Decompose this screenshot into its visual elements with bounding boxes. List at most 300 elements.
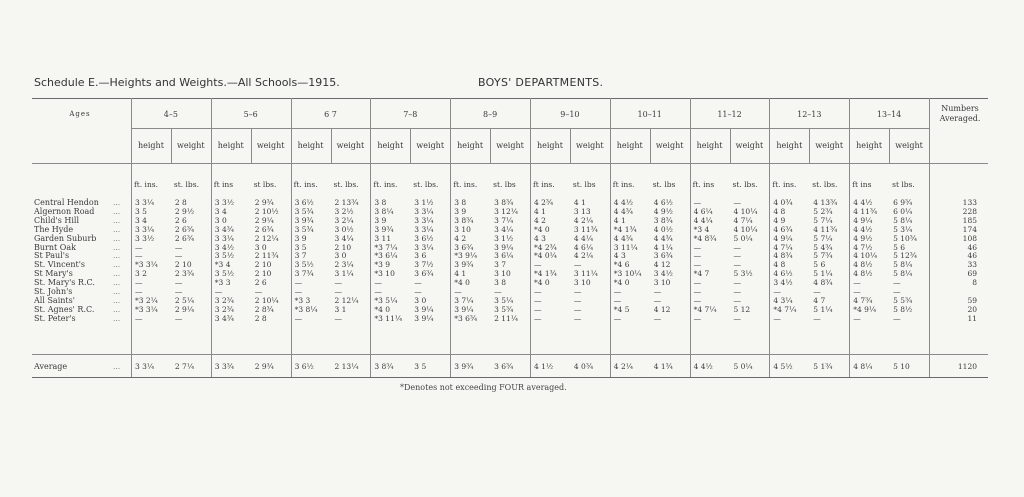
weight-value: 5 3½ <box>733 269 753 279</box>
weight-value: 2 9¼ <box>254 215 274 225</box>
weight-value: 5 7¼ <box>813 215 833 225</box>
height-value: *3 10 <box>374 269 395 279</box>
weight-unit-label: st lbs. <box>892 180 915 189</box>
numbers-averaged-value: 8 <box>972 278 977 288</box>
height-value: — <box>853 313 861 323</box>
weight-value: 3 3¼ <box>414 215 434 225</box>
height-value: 4 7¼ <box>773 242 793 252</box>
weight-value: 3 0 <box>334 251 347 261</box>
school-row-label: All Saints' <box>34 295 75 305</box>
height-value: — <box>613 313 622 323</box>
weight-value: 3 7 <box>494 260 507 270</box>
weight-value: 2 13¾ <box>334 198 359 207</box>
weight-value: 4 0¾ <box>573 362 594 371</box>
weight-value: 5 8¼ <box>893 215 913 225</box>
height-value: 4 3¼ <box>773 295 793 305</box>
weight-value: — <box>653 313 662 323</box>
weight-value: 2 8¾ <box>254 304 274 314</box>
weight-unit-label: st. lbs. <box>413 180 439 189</box>
weight-value: 3 2½ <box>334 206 354 216</box>
height-value: — <box>135 313 143 323</box>
age-group-header: 11–12 <box>717 110 742 119</box>
height-value: 4 7½ <box>853 242 873 252</box>
height-value: *4 1¾ <box>613 224 637 234</box>
height-value: 3 4½ <box>773 278 793 288</box>
weight-value: 4 6¼ <box>573 242 594 252</box>
weight-value: 4 7¼ <box>733 215 753 225</box>
weight-value: 4 1¼ <box>653 242 673 252</box>
weight-value: 2 6¾ <box>174 233 195 243</box>
height-value: 3 3½ <box>214 198 234 207</box>
height-value: — <box>693 251 702 261</box>
height-value: 4 2¾ <box>534 198 554 207</box>
weight-value: — <box>653 287 662 296</box>
weight-value: 4 1¾ <box>653 362 673 371</box>
height-value: *4 0 <box>534 278 550 288</box>
height-unit-label: ft ins. <box>612 180 635 189</box>
height-subheader: height <box>616 141 643 150</box>
height-value: 4 5½ <box>773 362 793 371</box>
height-subheader: height <box>217 141 244 150</box>
group-col-line <box>610 98 611 377</box>
height-value: 3 11 <box>374 233 392 243</box>
height-value: 4 4¾ <box>613 206 633 216</box>
height-value: 4 4½ <box>853 198 873 207</box>
weight-value: 5 10 <box>893 362 910 371</box>
weight-subheader: weight <box>336 141 365 150</box>
weight-value: 5 4¾ <box>813 242 833 252</box>
weight-value: 4 13¾ <box>813 198 838 207</box>
height-subheader: height <box>536 141 563 150</box>
height-value: 3 8 <box>454 198 467 207</box>
weight-value: 3 0 <box>414 295 427 305</box>
weight-subheader: weight <box>655 141 684 150</box>
row-leader-dots: ... <box>113 224 121 234</box>
table-top-rule <box>32 98 988 99</box>
weight-value: — <box>733 242 741 252</box>
height-value: — <box>853 278 861 288</box>
weight-value: 3 7½ <box>414 260 434 270</box>
height-value: *3 4 <box>693 224 710 234</box>
weight-value: 5 1¾ <box>813 362 833 371</box>
height-value: — <box>693 260 702 270</box>
school-row-label: St Paul's <box>34 251 70 261</box>
weight-value: — <box>893 287 901 296</box>
weight-value: 3 0 <box>254 242 267 252</box>
height-value: *3 10¼ <box>613 269 642 279</box>
school-row-label: The Hyde <box>34 224 74 234</box>
weight-value: 4 9½ <box>653 206 673 216</box>
weight-value: 2 12¼ <box>334 295 359 305</box>
weight-value: 2 10 <box>334 242 352 252</box>
numbers-averaged-value: 46 <box>967 242 977 252</box>
weight-value: 3 11¼ <box>573 269 598 279</box>
weight-value: 3 8¾ <box>653 215 673 225</box>
height-value: 3 8 <box>374 198 387 207</box>
weight-value: 2 6 <box>254 278 267 288</box>
height-value: *3 4 <box>214 260 231 270</box>
height-value: 3 5 <box>294 242 307 252</box>
school-row-label: Algernon Road <box>34 206 95 216</box>
weight-value: 3 1 <box>334 304 347 314</box>
school-row-label: Child's Hill <box>34 215 80 225</box>
height-value: *4 0 <box>454 278 470 288</box>
numbers-averaged-value: 46 <box>967 251 977 261</box>
height-value: 3 3¼ <box>135 362 155 371</box>
weight-value: 3 1½ <box>494 233 514 243</box>
weight-value: — <box>893 313 901 323</box>
height-value: 3 9¾ <box>294 215 314 225</box>
weight-subheader: weight <box>735 141 764 150</box>
weight-value: 3 4¼ <box>334 233 354 243</box>
height-value: 4 1 <box>534 206 546 216</box>
height-value: 3 8¼ <box>374 206 394 216</box>
height-value: 4 1½ <box>534 362 554 371</box>
numbers-averaged-value: 185 <box>962 215 977 225</box>
height-value: 3 3¼ <box>135 198 155 207</box>
height-value: 4 6¾ <box>773 224 793 234</box>
height-value: *3 3 <box>214 278 231 288</box>
weight-value: 4 0½ <box>653 224 673 234</box>
height-value: — <box>773 287 781 296</box>
group-col-line <box>849 98 850 377</box>
weight-unit-label: st. lbs. <box>333 180 359 189</box>
height-value: 3 7¾ <box>294 269 314 279</box>
weight-value: 4 6½ <box>653 198 673 207</box>
height-value: 3 3¾ <box>214 362 234 371</box>
height-value: *4 2¾ <box>534 242 557 252</box>
weight-value: 5 7¼ <box>813 233 833 243</box>
height-value: — <box>693 242 702 252</box>
height-value: 3 6½ <box>294 198 314 207</box>
weight-value: 5 2¾ <box>813 206 833 216</box>
table-bottom-rule <box>32 377 988 378</box>
height-value: 3 4 <box>214 206 227 216</box>
height-value: *4 7¼ <box>693 304 717 314</box>
row-leader-dots: ... <box>113 233 121 243</box>
weight-value: 5 12 <box>733 304 751 314</box>
weight-value: 4 4¾ <box>653 233 673 243</box>
school-row-label: St. John's <box>34 287 73 296</box>
height-value: 3 6½ <box>294 362 314 371</box>
weight-value: 4 8¾ <box>813 278 833 288</box>
height-value: 3 4 <box>135 215 147 225</box>
height-value: — <box>534 295 542 305</box>
height-value: — <box>294 313 303 323</box>
height-value: 4 11¾ <box>853 206 878 216</box>
weight-value: — <box>733 287 741 296</box>
height-value: 3 3½ <box>135 233 155 243</box>
school-row-label: St. Peter's <box>34 313 76 323</box>
weight-value: 2 7¼ <box>174 362 195 371</box>
height-value: — <box>693 295 702 305</box>
weight-value: — <box>334 313 342 323</box>
height-value: — <box>135 287 143 296</box>
height-value: *4 6 <box>613 260 630 270</box>
height-value: *4 9¼ <box>853 304 877 314</box>
weight-value: 3 3¼ <box>414 224 434 234</box>
school-row-label: Central Hendon <box>34 198 99 207</box>
weight-value: 4 10¼ <box>733 224 758 234</box>
row-leader-dots: ... <box>113 215 121 225</box>
height-unit-label: ft. ins <box>692 180 715 189</box>
height-value: *3 3¼ <box>135 260 158 270</box>
height-value: 3 5 <box>135 206 147 216</box>
height-value: 3 9 <box>374 215 387 225</box>
height-value: 3 5¾ <box>294 206 314 216</box>
weight-value: — <box>254 287 263 296</box>
height-value: *3 5¼ <box>374 295 398 305</box>
weight-value: — <box>174 313 183 323</box>
row-leader-dots: ... <box>113 206 121 216</box>
height-value: 4 9¼ <box>773 233 793 243</box>
weight-value: 2 6¾ <box>174 224 195 234</box>
height-unit-label: ft. ins. <box>453 180 478 189</box>
height-value: 4 8¾ <box>773 251 793 261</box>
group-col-line <box>530 98 531 377</box>
row-leader-dots: ... <box>113 198 121 207</box>
group-col-line <box>450 98 451 377</box>
weight-value: 2 5¼ <box>174 295 195 305</box>
weight-value: — <box>174 278 183 288</box>
height-value: 3 3¼ <box>214 233 234 243</box>
weight-unit-label: st. lbs. <box>173 180 199 189</box>
weight-value: 3 10 <box>573 278 591 288</box>
weight-value: 3 10 <box>494 269 511 279</box>
weight-value: 3 8¾ <box>494 198 514 207</box>
average-row-label: Average <box>34 362 68 371</box>
weight-value: — <box>733 313 741 323</box>
weight-value: 2 3¾ <box>174 269 195 279</box>
group-col-line <box>291 98 292 377</box>
weight-value: 5 8½ <box>893 304 913 314</box>
weight-value: 5 5¾ <box>893 295 913 305</box>
height-value: 3 3¼ <box>135 224 155 234</box>
weight-value: 2 10 <box>174 260 192 270</box>
height-value: 3 5¾ <box>294 224 314 234</box>
height-value: — <box>534 260 542 270</box>
weight-value: 3 6¼ <box>494 251 514 261</box>
height-value: — <box>693 278 702 288</box>
height-subheader: height <box>457 141 484 150</box>
numbers-averaged-value: 1120 <box>957 362 977 371</box>
age-group-header: 7–8 <box>403 110 418 119</box>
height-unit-label: ft. ins. <box>373 180 398 189</box>
weight-value: — <box>733 278 741 288</box>
height-value: 4 8 <box>773 260 786 270</box>
weight-value: 3 6 <box>414 251 427 261</box>
height-value: — <box>214 287 223 296</box>
height-value: *3 3¼ <box>135 304 158 314</box>
height-unit-label: ft ins <box>852 180 872 189</box>
weight-value: 5 3¼ <box>893 224 913 234</box>
weight-value: 3 9¼ <box>414 313 434 323</box>
weight-value: 3 6½ <box>414 233 434 243</box>
row-leader-dots: ... <box>113 269 121 279</box>
height-value: — <box>534 287 542 296</box>
row-leader-dots: ... <box>113 242 121 252</box>
row-leader-dots: ... <box>113 362 121 371</box>
weight-value: 3 6¾ <box>494 362 514 371</box>
height-value: — <box>374 287 382 296</box>
weight-unit-label: st. lbs. <box>732 180 758 189</box>
weight-value: 3 13 <box>573 206 591 216</box>
height-value: — <box>693 287 702 296</box>
weight-value: 3 4½ <box>653 269 673 279</box>
weight-value: 2 13¼ <box>334 362 359 371</box>
row-leader-dots: ... <box>113 295 121 305</box>
numbers-averaged-value: 133 <box>962 198 977 207</box>
weight-value: 5 7¾ <box>813 251 833 261</box>
weight-value: 4 4¼ <box>573 233 594 243</box>
height-value: 4 2¼ <box>613 362 633 371</box>
weight-value: 2 11¾ <box>254 251 279 261</box>
height-value: *4 1¾ <box>534 269 557 279</box>
height-unit-label: ft ins <box>213 180 234 189</box>
school-row-label: St. Mary's R.C. <box>34 278 95 288</box>
height-value: *3 7¼ <box>374 242 398 252</box>
height-value: *4 7¼ <box>773 304 797 314</box>
height-unit-label: ft ins. <box>533 180 555 189</box>
school-row-label: St. Agnes' R.C. <box>34 304 95 314</box>
height-value: 3 9¾ <box>374 224 394 234</box>
age-group-header: 6 7 <box>324 110 337 119</box>
height-value: 4 8½ <box>853 260 873 270</box>
numbers-averaged-value: 228 <box>962 206 977 216</box>
height-value: — <box>693 198 702 207</box>
height-value: 3 8¾ <box>454 215 474 225</box>
height-value: *3 9¼ <box>454 251 478 261</box>
weight-value: 5 6 <box>813 260 826 270</box>
height-value: — <box>534 313 542 323</box>
weight-value: 3 5¾ <box>494 304 514 314</box>
weight-unit-label: st. lbs <box>572 180 596 189</box>
age-group-header: 8–9 <box>482 110 498 119</box>
weight-value: — <box>893 278 901 288</box>
height-value: 4 2 <box>454 233 467 243</box>
weight-value: 4 2¼ <box>573 215 594 225</box>
weight-value: 3 6¾ <box>653 251 673 261</box>
height-value: 3 5½ <box>214 269 234 279</box>
height-value: 4 7¾ <box>853 295 873 305</box>
height-value: 4 9 <box>773 215 786 225</box>
weight-value: — <box>573 260 582 270</box>
weight-value: 2 3¼ <box>334 260 354 270</box>
height-value: — <box>773 313 781 323</box>
weight-value: — <box>733 251 741 261</box>
weight-value: 2 9½ <box>174 206 195 216</box>
weight-value: 2 6¾ <box>254 224 274 234</box>
height-value: 3 8¾ <box>374 362 394 371</box>
weight-value: — <box>573 287 582 296</box>
weight-value: 2 9¾ <box>254 362 274 371</box>
school-row-label: St Mary's <box>34 269 73 279</box>
height-unit-label: ft. ins. <box>134 180 159 189</box>
footnote: *Denotes not exceeding FOUR averaged. <box>400 383 567 392</box>
height-subheader: height <box>776 141 803 150</box>
weight-value: 4 7 <box>813 295 826 305</box>
weight-value: — <box>174 287 183 296</box>
weight-value: — <box>813 287 821 296</box>
height-value: — <box>135 251 143 261</box>
weight-value: 3 5¼ <box>494 295 514 305</box>
weight-value: 5 8¼ <box>893 269 913 279</box>
group-col-line <box>769 98 770 377</box>
ages-header: Ages <box>69 110 91 118</box>
numbers-averaged-value: 108 <box>962 233 977 243</box>
numbers-averaged-value: 174 <box>962 224 977 234</box>
height-value: *4 5 <box>613 304 630 314</box>
weight-value: 3 12¼ <box>494 206 519 216</box>
weight-value: — <box>733 295 741 305</box>
numbers-averaged-value: 20 <box>967 304 977 314</box>
numbers-averaged-value: 33 <box>967 260 977 270</box>
weight-value: 4 1 <box>573 198 586 207</box>
height-value: 4 10¼ <box>853 251 878 261</box>
height-value: 3 2¾ <box>214 304 234 314</box>
height-value: 4 9½ <box>853 233 873 243</box>
weight-value: 2 10 <box>254 269 272 279</box>
row-leader-dots: ... <box>113 313 121 323</box>
weight-value: 3 1½ <box>414 198 434 207</box>
height-value: 3 0 <box>214 215 227 225</box>
weight-value: 3 7¼ <box>494 215 514 225</box>
height-value: 4 4½ <box>613 198 633 207</box>
height-value: — <box>135 278 143 288</box>
numbers-averaged-value: 59 <box>967 295 977 305</box>
height-value: 3 9¾ <box>454 260 474 270</box>
age-group-header: 12–13 <box>797 110 822 119</box>
age-group-header: 9–10 <box>560 110 580 119</box>
height-value: — <box>613 287 622 296</box>
height-value: 3 9¾ <box>454 362 474 371</box>
weight-value: — <box>334 287 342 296</box>
group-col-line <box>131 98 132 377</box>
weight-value: 6 9¾ <box>893 198 913 207</box>
height-value: 3 2 <box>135 269 147 279</box>
weight-value: 2 6 <box>174 215 187 225</box>
height-value: 3 7 <box>294 251 307 261</box>
weight-subheader: weight <box>815 141 844 150</box>
height-value: 3 7¼ <box>454 295 474 305</box>
height-value: *4 7 <box>693 269 710 279</box>
departments-title: BOYS' DEPARTMENTS. <box>478 76 604 89</box>
height-value: 3 9 <box>294 233 307 243</box>
weight-value: 5 8¼ <box>893 260 913 270</box>
height-value: 4 8¼ <box>853 362 873 371</box>
weight-value: — <box>414 287 422 296</box>
height-subheader: height <box>377 141 404 150</box>
height-value: 3 9¼ <box>454 304 474 314</box>
weight-value: 5 6 <box>893 242 906 252</box>
weight-unit-label: st. lbs <box>652 180 676 189</box>
age-group-header: 5–6 <box>243 110 258 119</box>
height-value: — <box>294 287 303 296</box>
height-value: 4 3 <box>613 251 626 261</box>
weight-value: — <box>414 278 422 288</box>
height-value: 4 4¾ <box>613 233 633 243</box>
weight-value: — <box>733 260 741 270</box>
height-value: 3 4½ <box>214 242 234 252</box>
group-col-line <box>929 98 930 377</box>
weight-value: 3 2¼ <box>334 215 354 225</box>
weight-value: 4 12 <box>653 304 671 314</box>
weight-value: — <box>334 278 342 288</box>
weight-value: 3 5 <box>414 362 427 371</box>
height-value: 4 8 <box>773 206 786 216</box>
height-value: *3 2¼ <box>135 295 158 305</box>
numbers-averaged-value: 69 <box>967 269 977 279</box>
